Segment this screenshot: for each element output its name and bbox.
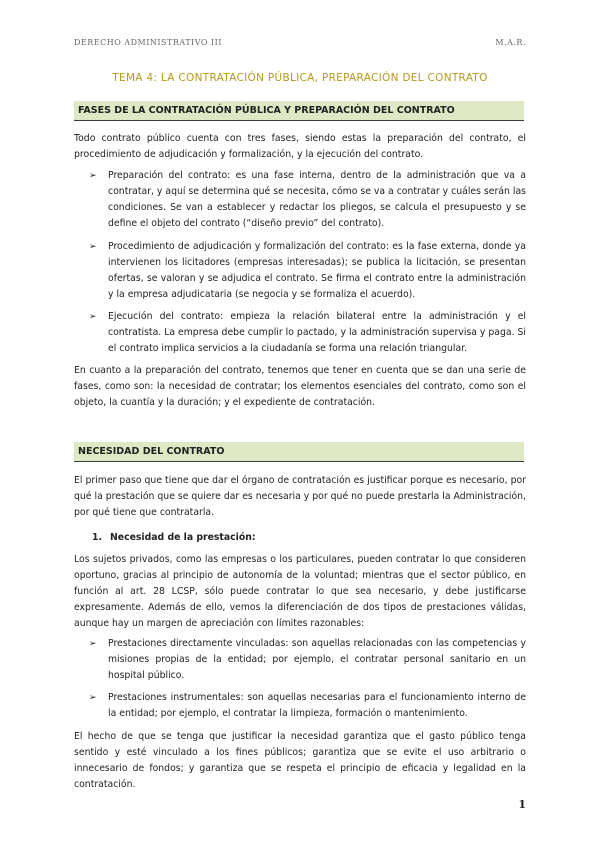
list-item-text: Prestaciones directamente vinculadas: son aquellas relacionadas con las competencias y misiones propias de la entidad; por ejemplo, el contratar personal sanitario en un hospital público. [108,638,526,681]
arrow-bullet-icon: ➢ [89,639,97,649]
list-item-text: Procedimiento de adjudicación y formalización del contrato: es la fase externa, donde ya intervienen los licitadores (empresas interesadas); se publica la licitación, se presentan ofertas, se valoran y se adjudica el contrato. Se firma el contrato entre la administración y la empresa adjudicataria (se negocia y se formaliza el acuerdo). [108,241,526,300]
body-paragraph: Los sujetos privados, como las empresas o los particulares, pueden contratar lo que consideren oportuno, gracias al principio de autonomía de la voluntad; mientras que el sector público, en función al art. 28 LCSP, sólo puede contratar lo que sea necesario, y debe justificarse expresamente. Además de ello, vemos la diferenciación de dos tipos de prestaciones válidas, aunque hay un margen de apreciación con límites razonables: [74,554,526,629]
subheading-text: Necesidad de la prestación: [110,532,256,543]
section-heading-band [74,442,524,462]
running-header-right: M.A.R. [495,38,526,47]
list-item [89,309,526,357]
list-item-text: Ejecución del contrato: empieza la relación bilateral entre la administración y el contratista. La empresa debe cumplir lo pactado, y la administración supervisa y paga. Si el contrato implica servicios a la ciudadanía se forma una relación triangular. [108,311,526,354]
page-title: TEMA 4: LA CONTRATACIÓN PÚBLICA, PREPARACIÓN DEL CONTRATO [112,72,488,84]
subheading-number: 1. [92,532,103,543]
subheading [92,530,256,546]
arrow-bullet-icon: ➢ [89,171,97,181]
list-item-text: Prestaciones instrumentales: son aquellas necesarias para el funcionamiento interno de la entidad; por ejemplo, el contratar la limpieza, formación o mantenimiento. [108,692,526,719]
closing-paragraph: El hecho de que se tenga que justificar la necesidad garantiza que el gasto público tenga sentido y esté vinculado a los fines públicos; garantiza que se evite el uso arbitrario o innecesario de fondos; y garantiza que se respeta el principio de eficacia y legalidad en la contratación. [74,731,526,790]
section-heading-band [74,101,524,121]
running-header-left: DERECHO ADMINISTRATIVO III [74,38,222,47]
closing-paragraph: En cuanto a la preparación del contrato, tenemos que tener en cuenta que se dan una serie de fases, como son: la necesidad de contratar; los elementos esenciales del contrato, como son el objeto, la cuantía y la duración; y el expediente de contratación. [74,365,526,408]
section-heading: FASES DE LA CONTRATACIÓN PÚBLICA Y PREPARACIÓN DEL CONTRATO [78,105,455,116]
arrow-bullet-icon: ➢ [89,242,97,252]
list-item [89,168,526,232]
intro-paragraph: El primer paso que tiene que dar el órgano de contratación es justificar porque es necesario, por qué la prestación que se quiere dar es necesaria y por qué no puede prestarla la Administración, por qué tiene que contratarla. [74,475,526,518]
list-item [89,636,526,684]
list-item [89,690,526,722]
list-item [89,239,526,303]
arrow-bullet-icon: ➢ [89,312,97,322]
section-heading: NECESIDAD DEL CONTRATO [78,446,225,457]
page-number: 1 [518,798,526,811]
list-item-text: Preparación del contrato: es una fase interna, dentro de la administración que va a contratar, y aquí se determina qué se necesita, cómo se va a contratar y cuáles serán las condiciones. Se van a establecer y redactar los pliegos, se calcula el presupuesto y se define el objeto del contrato (“diseño previo” del contrato). [108,170,526,229]
arrow-bullet-icon: ➢ [89,693,97,703]
intro-paragraph: Todo contrato público cuenta con tres fases, siendo estas la preparación del contrato, el procedimiento de adjudicación y formalización, y la ejecución del contrato. [74,133,526,160]
